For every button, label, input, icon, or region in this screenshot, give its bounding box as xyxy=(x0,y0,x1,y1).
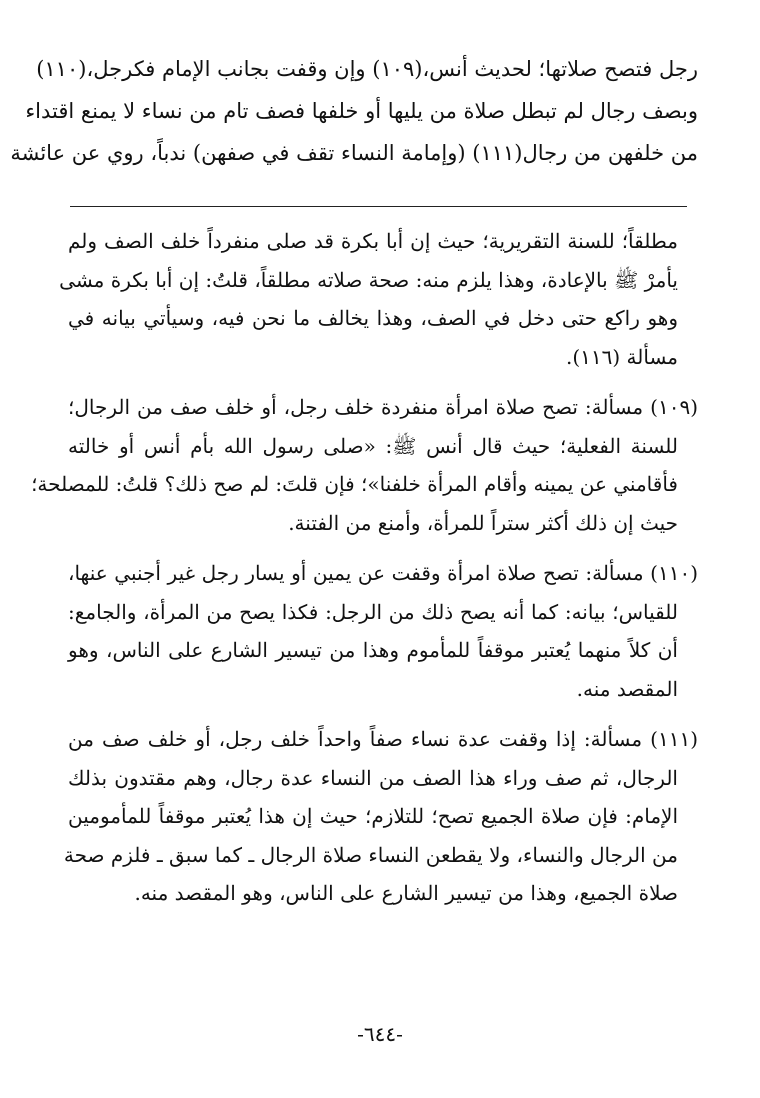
footnote-line: وهو راكع حتى دخل في الصف، وهذا يخالف ما نحن فيه، وسيأتي بيانه في xyxy=(68,306,678,330)
footnote-line: الرجال، ثم صف وراء هذا الصف من النساء عدة رجال، وهم مقتدون بذلك xyxy=(68,765,678,790)
footnote-line: (١١٠) مسألة: تصح صلاة امرأة وقفت عن يمين أو يسار رجل غير أجنبي عنها، xyxy=(68,561,698,585)
page-number: -٦٤٤- xyxy=(357,1022,403,1046)
footnote-line: الإمام: فإن صلاة الجميع تصح؛ للتلازم؛ حيث إن هذا يُعتبر موقفاً للمأمومين xyxy=(68,804,678,828)
main-text-line: رجل فتصح صلاتها؛ لحديث أنس،(١٠٩) وإن وقفت بجانب الإمام فكرجل،(١١٠) xyxy=(36,57,698,81)
footnote-line: (١١١) مسألة: إذا وقفت عدة نساء صفاً واحداً خلف رجل، أو خلف صف من xyxy=(68,727,698,751)
main-text-line: وبصف رجال لم تبطل صلاة من يليها أو خلفها فصف تام من نساء لا يمنع اقتداء xyxy=(25,99,698,123)
footnote-line: صلاة الجميع، وهذا من تيسير الشارع على الناس، وهو المقصد منه. xyxy=(134,881,678,905)
footnote-line: (١٠٩) مسألة: تصح صلاة امرأة منفردة خلف رجل، أو خلف صف من الرجال؛ xyxy=(68,395,698,419)
main-text-line: من خلفهن من رجال(١١١) (وإمامة النساء تقف في صفهن) ندباً، روي عن عائشة xyxy=(10,141,698,165)
footnote-line: للسنة الفعلية؛ حيث قال أنس ﷺ: «صلى رسول الله بأم أنس أو خالته xyxy=(68,433,678,458)
footnote-line: مطلقاً؛ للسنة التقريرية؛ حيث إن أبا بكرة قد صلى منفرداً خلف الصف ولم xyxy=(68,229,678,253)
footnote-line: المقصد منه. xyxy=(576,676,678,701)
footnote-line: من الرجال والنساء، ولا يقطعن النساء صلاة الرجال ـ كما سبق ـ فلزم صحة xyxy=(63,842,678,867)
footnote-111 xyxy=(63,720,698,913)
main-text xyxy=(10,48,698,174)
footnote-separator xyxy=(70,206,687,207)
footnote-line: يأمرْ ﷺ بالإعادة، وهذا يلزم منه: صحة صلاته مطلقاً، قلتُ: إن أبا بكرة مشى xyxy=(59,267,678,292)
footnote-line: أن كلاً منهما يُعتبر موقفاً للمأموم وهذا من تيسير الشارع على الناس، وهو xyxy=(68,638,678,662)
footnote-line: فأقامني عن يمينه وأقام المرأة خلفنا»؛ فإن قلتَ: لم صح ذلك؟ قلتُ: للمصلحة؛ xyxy=(31,472,678,496)
footnote-109 xyxy=(31,388,698,542)
footnote-line: مسألة (١١٦). xyxy=(565,344,678,369)
footnote-110 xyxy=(68,554,698,708)
footnote-continued xyxy=(59,222,698,376)
footnote-line: للقياس؛ بيانه: كما أنه يصح ذلك من الرجل: فكذا يصح من المرأة، والجامع: xyxy=(68,599,678,624)
footnote-line: حيث إن ذلك أكثر ستراً للمرأة، وأمنع من الفتنة. xyxy=(288,510,678,535)
footnotes-section xyxy=(31,222,698,925)
